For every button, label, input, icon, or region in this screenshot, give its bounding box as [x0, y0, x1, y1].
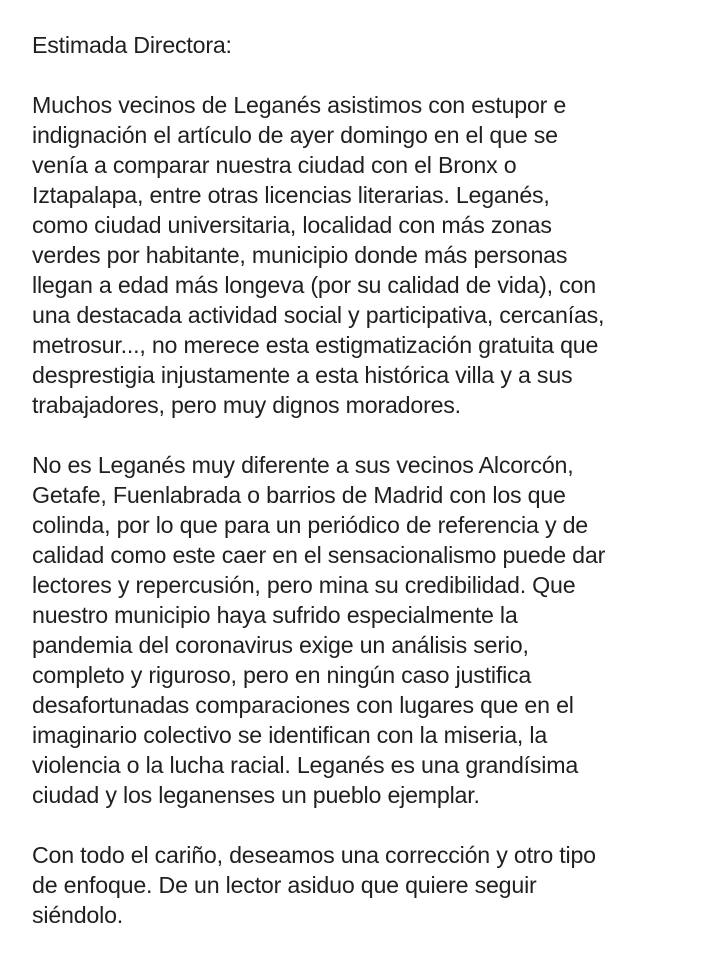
paragraph-line: Iztapalapa, entre otras licencias literarias. Leganés,	[32, 182, 550, 208]
paragraph-line: imaginario colectivo se identifican con la miseria, la	[32, 722, 548, 748]
letter-paragraph-2	[32, 450, 696, 810]
paragraph-line: verdes por habitante, municipio donde más personas	[32, 242, 568, 268]
paragraph-line: metrosur..., no merece esta estigmatización gratuita que	[32, 332, 599, 358]
paragraph-line: violencia o la lucha racial. Leganés es una grandísima	[32, 752, 579, 778]
paragraph-line: No es Leganés muy diferente a sus vecinos Alcorcón,	[32, 452, 574, 478]
paragraph-line: Getafe, Fuenlabrada o barrios de Madrid con los que	[32, 482, 566, 508]
paragraph-line: como ciudad universitaria, localidad con más zonas	[32, 212, 552, 238]
paragraph-line: desprestigia injustamente a esta histórica villa y a sus	[32, 362, 573, 388]
paragraph-line: una destacada actividad social y participativa, cercanías,	[32, 302, 605, 328]
letter-paragraph-1	[32, 90, 696, 420]
paragraph-line: ciudad y los leganenses un pueblo ejemplar.	[32, 782, 480, 808]
paragraph-line: siéndolo.	[32, 902, 124, 928]
letter-salutation	[32, 30, 696, 60]
paragraph-line: desafortunadas comparaciones con lugares que en el	[32, 692, 574, 718]
paragraph-line: indignación el artículo de ayer domingo en el que se	[32, 122, 558, 148]
paragraph-line: calidad como este caer en el sensacionalismo puede dar	[32, 542, 606, 568]
paragraph-line: nuestro municipio haya sufrido especialmente la	[32, 602, 518, 628]
paragraph-line: llegan a edad más longeva (por su calidad de vida), con	[32, 272, 596, 298]
letter-body	[32, 30, 696, 960]
paragraph-line: lectores y repercusión, pero mina su credibilidad. Que	[32, 572, 576, 598]
paragraph-line: Con todo el cariño, deseamos una corrección y otro tipo	[32, 842, 596, 868]
paragraph-line: de enfoque. De un lector asiduo que quiere seguir	[32, 872, 537, 898]
letter-paragraph-3	[32, 840, 696, 930]
paragraph-line: completo y riguroso, pero en ningún caso justifica	[32, 662, 532, 688]
paragraph-line: venía a comparar nuestra ciudad con el Bronx o	[32, 152, 517, 178]
paragraph-line: colinda, por lo que para un periódico de referencia y de	[32, 512, 588, 538]
salutation-line: Estimada Directora:	[32, 32, 232, 58]
paragraph-line: pandemia del coronavirus exige un análisis serio,	[32, 632, 529, 658]
paragraph-line: trabajadores, pero muy dignos moradores.	[32, 392, 461, 418]
paragraph-line: Muchos vecinos de Leganés asistimos con estupor e	[32, 92, 567, 118]
